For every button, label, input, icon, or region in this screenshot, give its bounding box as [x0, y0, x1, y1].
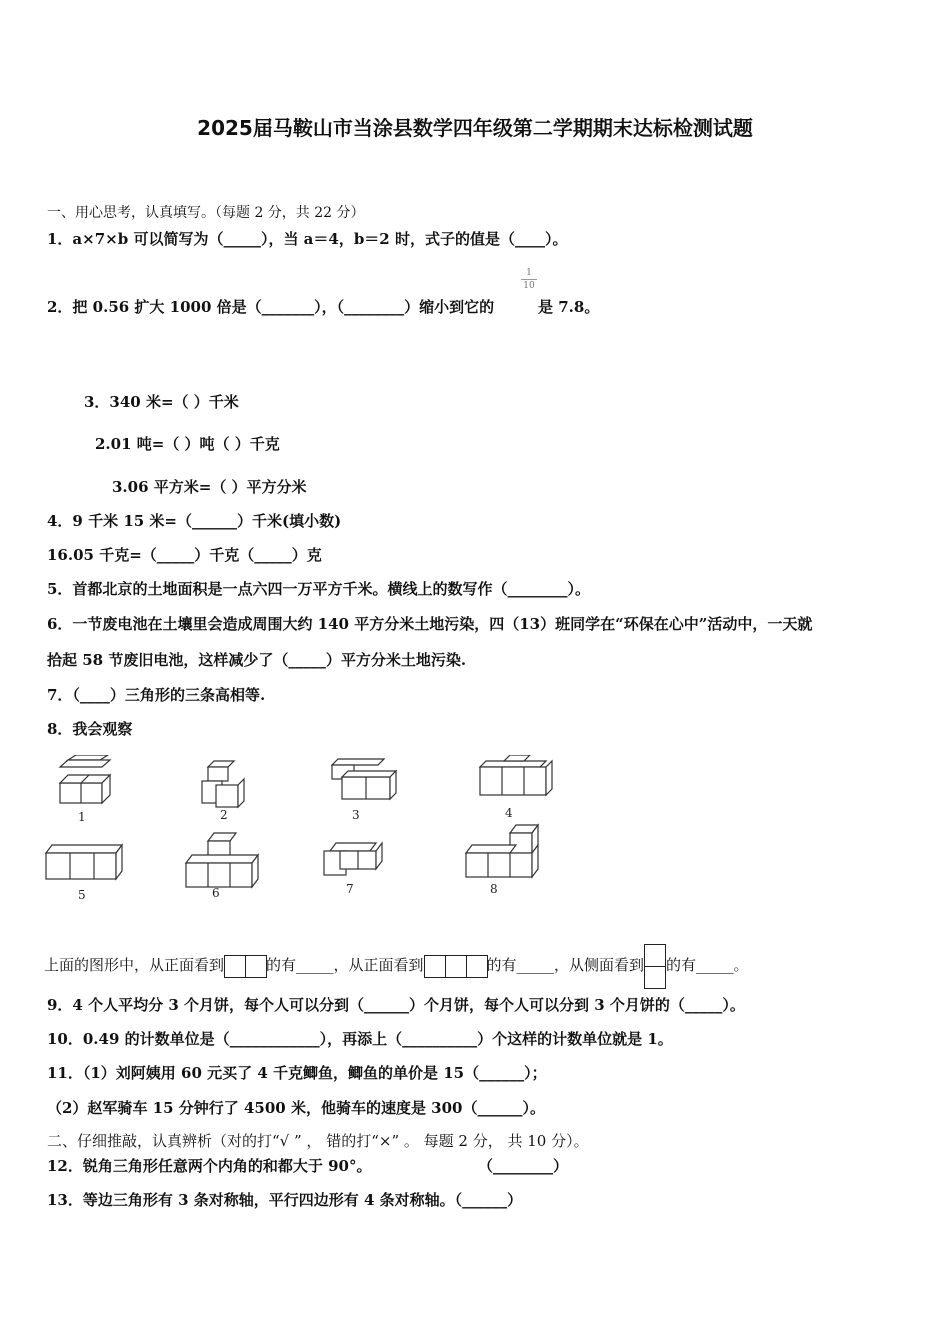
fraction-numerator: 1 — [526, 268, 532, 278]
question-2-part-b: 是 7.8。 — [538, 298, 600, 316]
question-6-line-1: 6．一节废电池在土壤里会造成周围大约 140 平方分米土地污染，四（13）班同学在“环保在心中”活动中，一天就 — [47, 615, 813, 633]
figure-label-3: 3 — [352, 808, 360, 822]
cube-figure-4 — [480, 755, 552, 795]
cube-figure-2 — [202, 761, 244, 807]
question-4-line-1: 4．9 千米 15 米=（______）千米(填小数) — [47, 512, 342, 530]
prompt-part-c: 的有_____，从侧面看到 — [486, 956, 645, 974]
question-12-blank: （________） — [478, 1157, 569, 1175]
question-3-line-3: 3.06 平方米=（ ）平方分米 — [112, 478, 307, 496]
figure-label-2: 2 — [220, 808, 228, 822]
question-11-part-1: 11．（1）刘阿姨用 60 元买了 4 千克鲫鱼，鲫鱼的单价是 15（______）； — [47, 1064, 547, 1082]
question-5: 5．首都北京的土地面积是一点六四一万平方千米。横线上的数写作（________）。 — [47, 580, 590, 598]
question-1: 1．a×7×b 可以简写为（_____），当 a＝4，b＝2 时，式子的值是（____）。 — [47, 230, 568, 248]
cube-figure-5 — [46, 845, 122, 879]
section-2-heading: 二、仔细推敲，认真辨析（对的打“√ ” ， 错的打“×” 。 每题 2 分， 共 10 分）。 — [47, 1132, 589, 1150]
page-title: 2025届马鞍山市当涂县数学四年级第二学期期末达标检测试题 — [197, 116, 753, 140]
cube-figure-8 — [466, 825, 538, 877]
fraction-denominator: 10 — [523, 281, 535, 291]
question-6-line-2: 拾起 58 节废旧电池，这样减少了（_____）平方分米土地污染. — [47, 651, 467, 669]
figure-label-1: 1 — [78, 810, 86, 824]
figure-label-8: 8 — [490, 882, 498, 896]
question-9: 9．4 个人平均分 3 个月饼，每个人可以分到（______）个月饼，每个人可以分到 3 个月饼的（_____）。 — [47, 996, 745, 1014]
question-11-part-2: （2）赵军骑车 15 分钟行了 4500 米，他骑车的速度是 300（______）。 — [47, 1099, 545, 1117]
question-13: 13．等边三角形有 3 条对称轴，平行四边形有 4 条对称轴。（______） — [47, 1191, 523, 1209]
cube-figure-1 — [60, 755, 110, 803]
question-7: 7．（____）三角形的三条高相等. — [47, 686, 266, 704]
cube-figure-6 — [186, 833, 258, 887]
prompt-part-a: 上面的图形中，从正面看到 — [44, 956, 225, 974]
two-squares-column-icon — [644, 944, 666, 988]
figure-label-4: 4 — [505, 806, 513, 820]
question-8: 8．我会观察 — [47, 720, 133, 738]
figure-label-6: 6 — [212, 886, 220, 900]
figure-label-7: 7 — [346, 882, 354, 896]
question-2-part-a: 2．把 0.56 扩大 1000 倍是（_______），（________）缩小到它的 — [47, 298, 495, 316]
question-12: 12．锐角三角形任意两个内角的和都大于 90°。 — [47, 1157, 372, 1175]
question-10: 10．0.49 的计数单位是（____________），再添上（__________）个这样的计数单位就是 1。 — [47, 1030, 673, 1048]
prompt-part-b: 的有_____，从正面看到 — [266, 956, 424, 974]
two-squares-row-icon — [224, 955, 266, 978]
cube-figures — [40, 755, 580, 905]
question-8-prompt — [44, 944, 749, 988]
three-squares-row-icon — [424, 955, 487, 978]
cube-figure-3 — [332, 759, 396, 799]
fraction-one-tenth — [521, 268, 537, 291]
question-4-line-2: 16.05 千克=（_____）千克（_____）克 — [47, 546, 322, 564]
section-1-heading: 一、用心思考，认真填写。（每题 2 分，共 22 分） — [47, 205, 365, 221]
question-3-line-1: 3．340 米=（ ）千米 — [84, 393, 239, 411]
prompt-part-d: 的有_____。 — [666, 956, 749, 974]
figure-label-5: 5 — [78, 888, 86, 902]
cube-figure-7 — [324, 843, 382, 875]
question-3-line-2: 2.01 吨=（ ）吨（ ）千克 — [95, 435, 280, 453]
